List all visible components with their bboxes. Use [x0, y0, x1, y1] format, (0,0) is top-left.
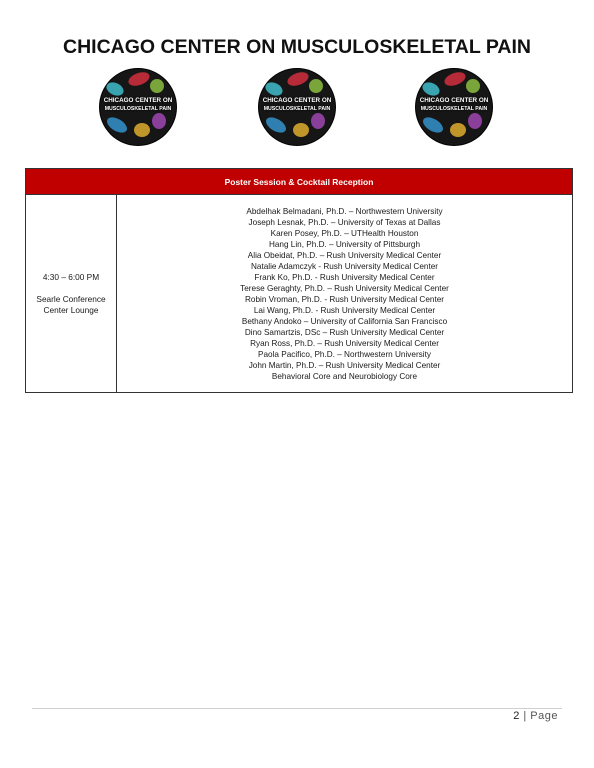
presenter-list: [117, 195, 572, 393]
session-time: 4:30 – 6:00 PM: [42, 272, 100, 282]
presenter-item: Frank Ko, Ph.D. - Rush University Medical Center: [254, 273, 435, 282]
logo-text-line1: CHICAGO CENTER ON: [103, 97, 173, 104]
page-number: [513, 710, 558, 722]
session-table: [25, 168, 573, 393]
page-number-value: 2: [513, 710, 520, 722]
logo-text-line2: MUSCULOSKELETAL PAIN: [104, 106, 172, 112]
presenter-item: Karen Posey, Ph.D. – UTHealth Houston: [270, 229, 419, 238]
presenter-item: Terese Geraghty, Ph.D. – Rush University Medical Center: [240, 284, 449, 293]
presenter-item: Dino Samartzis, DSc – Rush University Medical Center: [244, 328, 445, 337]
footer-divider: [32, 708, 562, 709]
presenter-item: Paola Pacifico, Ph.D. – Northwestern University: [258, 350, 431, 359]
logo-text-line1: CHICAGO CENTER ON: [262, 97, 332, 104]
presenter-item: Natalie Adamczyk - Rush University Medical Center: [250, 262, 438, 271]
page-title: CHICAGO CENTER ON MUSCULOSKELETAL PAIN: [62, 36, 531, 58]
presenter-item: Robin Vroman, Ph.D. - Rush University Medical Center: [245, 295, 444, 304]
ccmp-logo-icon: [416, 69, 492, 145]
presenter-item: Behavioral Core and Neurobiology Core: [271, 372, 418, 381]
logo-text-line2: MUSCULOSKELETAL PAIN: [263, 106, 331, 112]
presenter-item: Abdelhak Belmadani, Ph.D. – Northwestern University: [246, 207, 443, 216]
presenter-item: Ryan Ross, Ph.D. – Rush University Medical Center: [250, 339, 439, 348]
location-line: Searle Conference: [36, 294, 106, 304]
session-location: [36, 294, 105, 316]
session-body: [26, 195, 572, 393]
presenter-item: John Martin, Ph.D. – Rush University Medical Center: [248, 361, 441, 370]
ccmp-logo-icon: [100, 69, 176, 145]
location-line: Center Lounge: [43, 305, 99, 315]
time-location-cell: [26, 195, 117, 393]
session-title: Poster Session & Cocktail Reception: [26, 169, 572, 195]
presenter-item: Hang Lin, Ph.D. – University of Pittsburgh: [268, 240, 421, 249]
presenter-item: Bethany Andoko – University of California San Francisco: [241, 317, 448, 326]
presenter-item: Alia Obeidat, Ph.D. – Rush University Medical Center: [247, 251, 442, 260]
logo-text-line1: CHICAGO CENTER ON: [419, 97, 489, 104]
logo-row: [0, 69, 594, 149]
ccmp-logo-icon: [259, 69, 335, 145]
presenter-item: Joseph Lesnak, Ph.D. – University of Texas at Dallas: [248, 218, 441, 227]
presenter-item: Lai Wang, Ph.D. - Rush University Medical Center: [253, 306, 436, 315]
logo-text-line2: MUSCULOSKELETAL PAIN: [420, 106, 488, 112]
page-label: | Page: [519, 710, 558, 722]
